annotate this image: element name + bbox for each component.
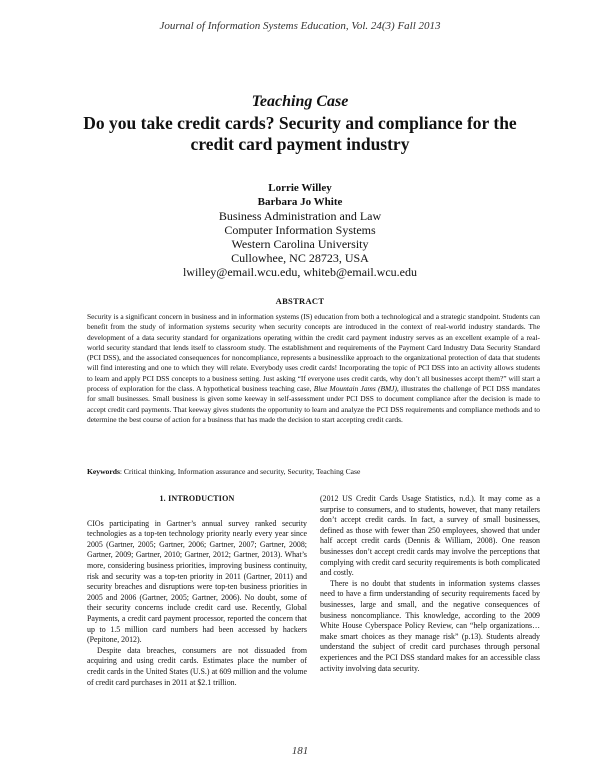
section-heading: 1. INTRODUCTION — [159, 494, 235, 503]
right-column — [320, 494, 540, 674]
left-column — [87, 494, 307, 688]
abstract-text — [87, 312, 540, 425]
page-number: 181 — [291, 745, 309, 757]
case-label: Teaching Case — [251, 93, 349, 110]
author-name: Barbara Jo White — [257, 196, 343, 208]
body-paragraph: There is no doubt that students in information systems classes need to have a firm understanding of security requirements faced by businesses, large and small, and the negative consequences of business noncompliance. This knowledge, according to the 2009 White House Cyberspace Policy Review, can “help organizations… make smart choices as they manage risk” (p.13). Students already understand the subject of credit card purchases through personal experiences and the PCI DSS standard makes for an accessible class activity involving data security. — [320, 578, 540, 673]
article-title: Do you take credit cards? Security and compliance for the credit card payment industry — [83, 113, 517, 154]
affiliation-line: Western Carolina University — [231, 237, 369, 251]
case-name: Blue Mountain Jams (BMJ) — [313, 384, 397, 394]
body-paragraph: (2012 US Credit Cards Usage Statistics, n.d.). It may come as a surprise to consumers, and to students, however, that many retailers don’t accept credit cards. In fact, a survey of small businesses, defined as those with fewer than 250 employees, showed that under half accept credit cards (Dennis & William, 2008). One reason businesses don’t accept credit cards may involve the perceptions that complying with credit card security requirements is both complicated and costly. — [320, 494, 540, 578]
author-name: Lorrie Willey — [268, 182, 332, 194]
running-head: Journal of Information Systems Education, Vol. 24(3) Fall 2013 — [159, 20, 441, 32]
affiliation-line: Cullowhee, NC 28723, USA — [231, 251, 369, 265]
abstract-heading: ABSTRACT — [275, 296, 325, 306]
keywords-list: : Critical thinking, Information assurance and security, Security, Teaching Case — [119, 467, 361, 476]
keywords-label: Keywords — [87, 467, 120, 476]
body-paragraph: Despite data breaches, consumers are not dissuaded from acquiring and using credit cards. Estimates place the number of credit cards in the United States (U.S.) at 609 million and the volume of credit card purchases in 2011 at $2.1 trillion. — [87, 645, 307, 687]
author-block — [0, 181, 600, 279]
affiliation-line: Computer Information Systems — [224, 223, 376, 237]
author-emails: lwilley@email.wcu.edu, whiteb@email.wcu.edu — [182, 265, 418, 279]
body-paragraph: CIOs participating in Gartner’s annual survey ranked security technologies as a top-ten technology priority nearly every year since 2005 (Gartner, 2005; Gartner, 2006; Gartner, 2007; Gartner, 2008; Gartner, 2009; Gartner, 2010; Gartner, 2012; Gartner, 2013). What’s more, considering business priorities, improving business continuity, risk and security was a top-ten priority in 2011 (Gartner, 2011) and security breaches and disruptions were top-ten business priorities in 2005 and 2006 (Gartner, 2005; Gartner, 2006). No doubt, some of their security concerns include credit card use. Recently, Global Payments, a credit card payment processor, reported the concern that up to 1.5 million card numbers had been accessed by hackers (Pepitone, 2012). — [87, 518, 307, 645]
affiliation-line: Business Administration and Law — [218, 209, 382, 223]
abstract-text-part: , illustrates the challenge of PCI DSS mandates for small businesses. Small business is given some keeway in self-assessment under PCI DSS to document compliance after the decision is made to accept credit card payments. That keeway gives students the opportunity to learn and analyze the PCI DSS requirements and compliance methods and to determine the best course of action for a business that has made the decision to start accepting credit cards. — [87, 384, 540, 424]
keywords — [87, 467, 540, 476]
abstract-text-part: Security is a significant concern in business and in information systems (IS) education from both a technological and a strategic standpoint. Students can benefit from the study of information systems security when security concepts are introduced in the context of real-world industry standards. The development of a data security standard for organizations operating within the credit card payment industry serves as an excellent example of a real-world security standard that lends itself to classroom study. The establishment and requirements of the Payment Card Industry Data Security Standard (PCI DSS), and the associated consequences for noncompliance, represents a businesslike approach to the organizational protection of data that students will find interesting and one to which they will relate. Everybody uses credit cards! Incorporating the topic of PCI DSS into an activity allows students to learn and apply PCI DSS concepts to a business setting. Just asking “If everyone uses credit cards, why don’t all businesses accept them?” will start a process of exploration for the class. A hypothetical business teaching case, — [87, 312, 540, 394]
